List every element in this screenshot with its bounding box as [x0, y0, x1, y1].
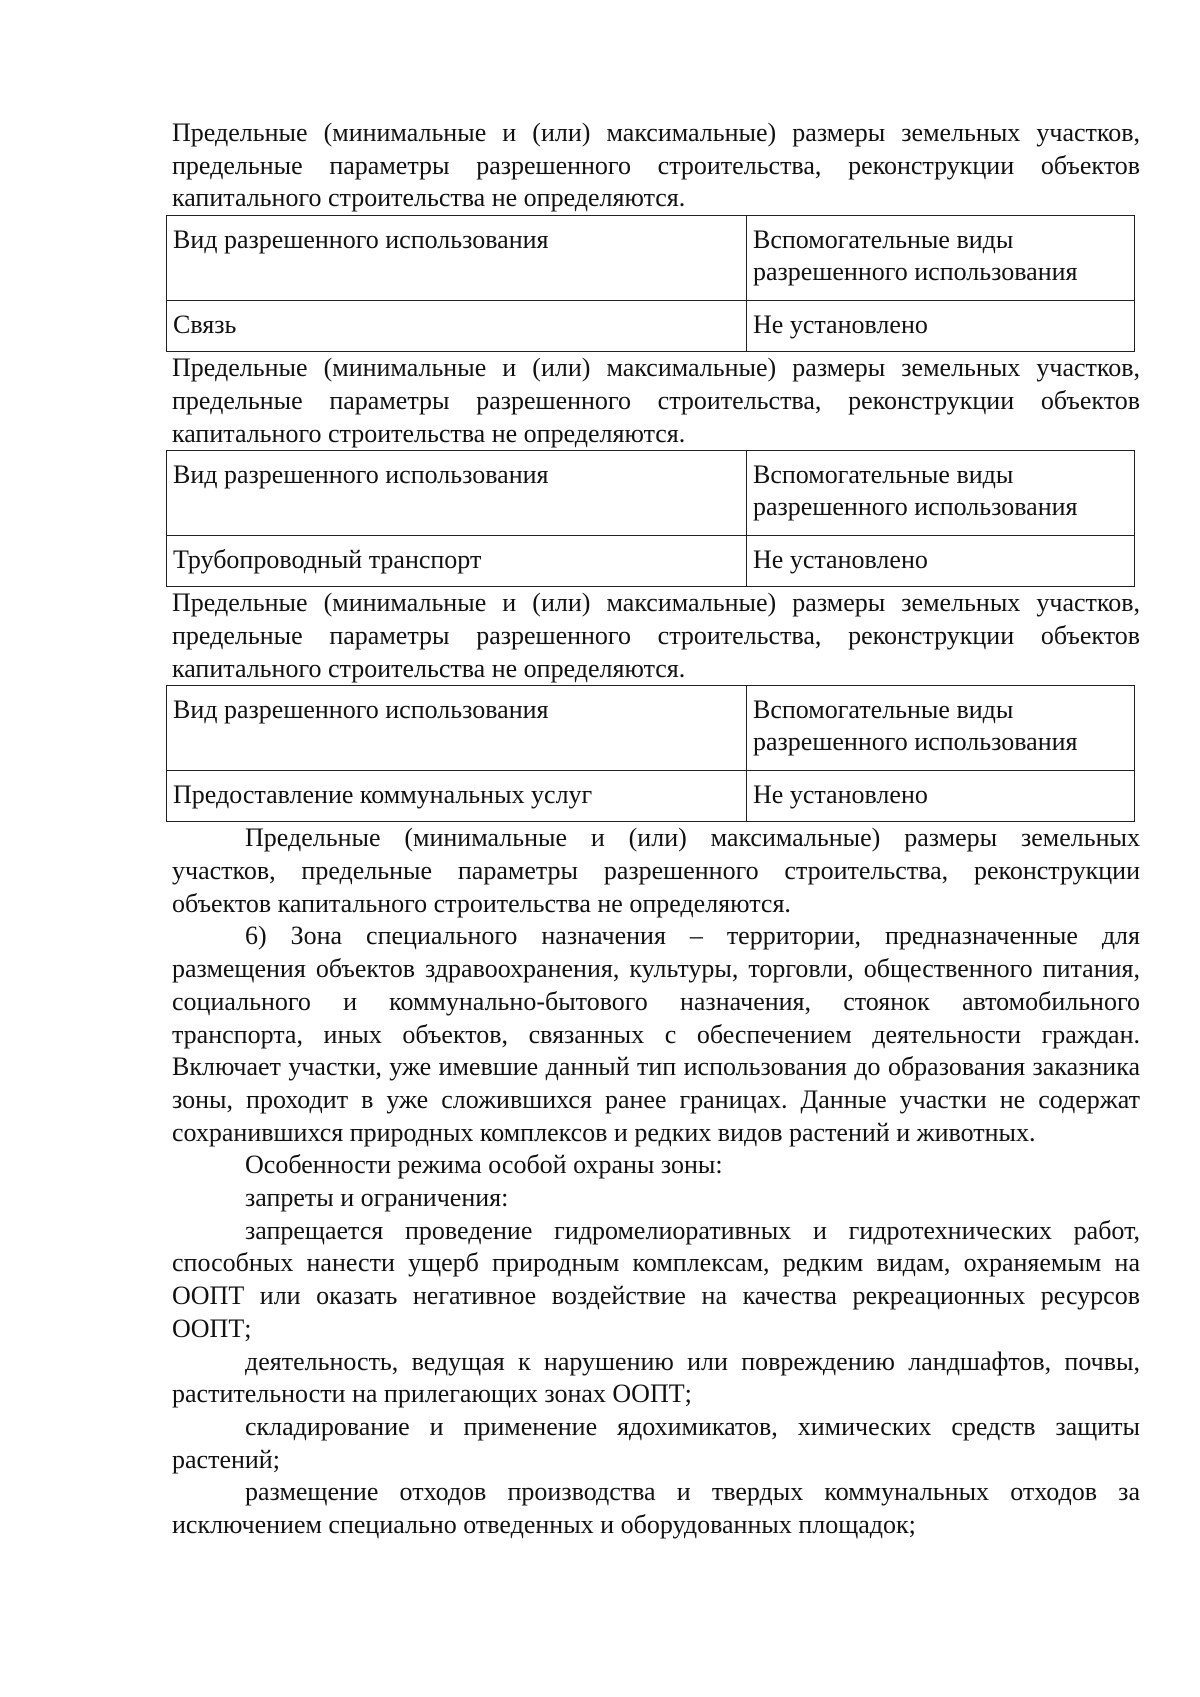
land-use-table-1	[166, 215, 1135, 352]
table-header-row	[167, 451, 1135, 536]
regime-heading: Особенности режима особой охраны зоны:	[245, 1150, 723, 1180]
restriction-item: складирование и применение ядохимикатов, химических средств защиты растений;	[172, 1411, 1140, 1474]
table-row	[167, 301, 1135, 352]
cell-use-type: Связь	[167, 301, 747, 352]
restrictions-heading: запреты и ограничения:	[245, 1183, 509, 1213]
header-cell-auxiliary-use: Вспомогательные виды разрешенного использования	[747, 686, 1135, 771]
cell-use-type: Предоставление коммунальных услуг	[167, 771, 747, 822]
cell-auxiliary-use: Не установлено	[747, 536, 1135, 587]
header-cell-use-type: Вид разрешенного использования	[167, 451, 747, 536]
intro-paragraph: Предельные (минимальные и (или) максимальные) размеры земельных участков, предельные параметры разрешенного строительства, реконструкции объектов капитального строительства не определяются.	[172, 118, 1140, 213]
restriction-item: размещение отходов производства и твердых коммунальных отходов за исключением специально отведенных и оборудованных площадок;	[172, 1477, 1140, 1540]
header-cell-use-type: Вид разрешенного использования	[167, 216, 747, 301]
table-row	[167, 536, 1135, 587]
restriction-item: деятельность, ведущая к нарушению или повреждению ландшафтов, почвы, растительности на прилегающих зонах ООПТ;	[172, 1346, 1140, 1409]
table-header-row	[167, 216, 1135, 301]
header-cell-use-type: Вид разрешенного использования	[167, 686, 747, 771]
header-cell-auxiliary-use: Вспомогательные виды разрешенного использования	[747, 451, 1135, 536]
table-row	[167, 771, 1135, 822]
table-header-row	[167, 686, 1135, 771]
land-use-table-3	[166, 685, 1135, 822]
header-cell-auxiliary-use: Вспомогательные виды разрешенного использования	[747, 216, 1135, 301]
cell-use-type: Трубопроводный транспорт	[167, 536, 747, 587]
zone-description-paragraph: 6) Зона специального назначения – территории, предназначенные для размещения объектов здравоохранения, культуры, торговли, общественного питания, социального и коммунально-бытового назначения, стоянок автомобильного транспорта, иных объектов, связанных с обеспечением деятельности граждан. Включает участки, уже имевшие данный тип использования до образования заказника зоны, проходит в уже сложившихся ранее границах. Данные участки не содержат сохранившихся природных комплексов и редких видов растений и животных.	[172, 921, 1140, 1147]
table-note-3: Предельные (минимальные и (или) максимальные) размеры земельных участков, предельные параметры разрешенного строительства, реконструкции объектов капитального строительства не определяются.	[172, 823, 1140, 918]
table-note-2: Предельные (минимальные и (или) максимальные) размеры земельных участков, предельные параметры разрешенного строительства, реконструкции объектов капитального строительства не определяются.	[172, 588, 1140, 683]
land-use-table-2	[166, 450, 1135, 587]
cell-auxiliary-use: Не установлено	[747, 301, 1135, 352]
cell-auxiliary-use: Не установлено	[747, 771, 1135, 822]
restriction-item: запрещается проведение гидромелиоративных и гидротехнических работ, способных нанести ущерб природным комплексам, редким видам, охраняемым на ООПТ или оказать негативное воздействие на качества рекреационных ресурсов ООПТ;	[172, 1215, 1140, 1343]
document-page	[172, 117, 1140, 1542]
table-note-1: Предельные (минимальные и (или) максимальные) размеры земельных участков, предельные параметры разрешенного строительства, реконструкции объектов капитального строительства не определяются.	[172, 353, 1140, 448]
